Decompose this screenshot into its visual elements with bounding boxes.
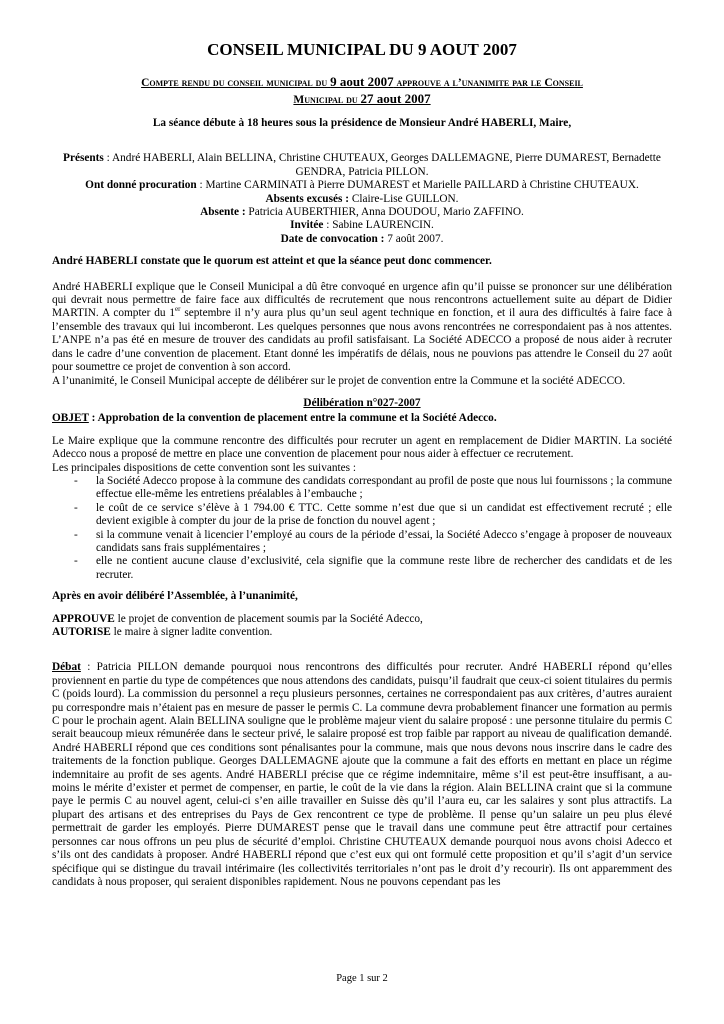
list-item: - la Société Adecco propose à la commune des candidats correspondant au profil de poste que nous lui fournissons ; la commune effectue elle-même les entretiens préalables à l’embauche ; bbox=[96, 475, 672, 502]
invitee-text: : Sabine LAURENCIN. bbox=[323, 219, 434, 232]
deliberation-list-intro: Les principales dispositions de cette convention sont les suivantes : bbox=[52, 461, 357, 474]
debat-label: Débat bbox=[52, 661, 81, 674]
list-item: - le coût de ce service s’élève à 1 794.00 € TTC. Cette somme n’est due que si un candidat est effectivement recruté ; elle devient exigible à compter du jour de la prise de fonction du nouvel agent ; bbox=[96, 502, 672, 529]
intro-text: André HABERLI explique que le Conseil Municipal a dû être convoqué en urgence afin qu’il puisse se prononcer sur une délibération qui devrait nous permettre de faire face aux difficultés de recrutement que nous rencontrons actuellement suite au départ de Didier MARTIN. A compter du 1 bbox=[52, 280, 672, 320]
debate-paragraph bbox=[52, 661, 672, 889]
procuration-label: Ont donné procuration bbox=[85, 179, 197, 192]
subtitle-part: Municipal du bbox=[293, 94, 361, 106]
convention-provisions-list bbox=[52, 475, 672, 582]
ordinal-superscript: er bbox=[175, 305, 181, 314]
subtitle-part: Compte rendu du conseil municipal du bbox=[141, 77, 331, 89]
document-subtitle bbox=[52, 74, 672, 108]
deliberation-objet bbox=[52, 412, 672, 425]
decisions-block bbox=[52, 613, 672, 640]
page-number: Page 1 sur 2 bbox=[336, 973, 388, 984]
autorise-label: AUTORISE bbox=[52, 626, 111, 638]
document-title: CONSEIL MUNICIPAL DU 9 AOUT 2007 bbox=[207, 40, 517, 59]
presents-text: : André HABERLI, Alain BELLINA, Christine CHUTEAUX, Georges DALLEMAGNE, Pierre DUMAREST, Bernadette GENDRA, Patricia PILLON. bbox=[103, 152, 661, 178]
approuve-label: APPROUVE bbox=[52, 612, 115, 625]
objet-label: OBJET bbox=[52, 412, 89, 425]
absente-label: Absente : bbox=[200, 206, 246, 219]
autorise-text: le maire à signer ladite convention. bbox=[110, 626, 273, 638]
intro-text: A l’unanimité, le Conseil Municipal accepte de délibérer sur le projet de convention entre la Commune et la société ADECCO. bbox=[52, 374, 626, 387]
deliberation-title: Délibération n°027-2007 bbox=[303, 396, 421, 409]
deliberation-body: Le Maire explique que la commune rencontre des difficultés pour recruter un agent en remplacement de Didier MARTIN. La société Adecco nous a proposé de mettre en place une convention de placement pour nous aider à effectuer ce recrutement. bbox=[52, 434, 672, 461]
list-item: - elle ne contient aucune clause d’exclusivité, cela signifie que la commune reste libre de rechercher des candidats et de les recruter. bbox=[96, 555, 672, 582]
subtitle-date: 9 aout 2007 bbox=[330, 74, 394, 89]
invitee-label: Invitée bbox=[290, 219, 324, 232]
document-page bbox=[52, 40, 672, 889]
absente-text: Patricia AUBERTHIER, Anna DOUDOU, Mario ZAFFINO. bbox=[245, 206, 524, 219]
presents-label: Présents bbox=[63, 152, 104, 165]
excuses-text: Claire-Lise GUILLON. bbox=[349, 192, 459, 205]
quorum-statement: André HABERLI constate que le quorum est atteint et que la séance peut donc commencer. bbox=[52, 255, 492, 268]
subtitle-date: 27 aout 2007 bbox=[360, 91, 431, 106]
approuve-text: le projet de convention de placement soumis par la Société Adecco, bbox=[114, 612, 423, 625]
intro-text: septembre il n’y aura plus qu’un seul agent technique en fonction, et il aura des difficultés à faire face à l’ensemble des travaux qui lui incomberont. Les quelques personnes que nous avons rencontrées ne correspondaient pas à nos attentes. L’ANPE n’a pas été en mesure de trouver des candidats au profil satisfaisant. La Société ADECCO a proposé de nous aider à recruter dans le cadre d’une convention de placement. Etant donné les impératifs de délais, nous ne pouvions pas attendre le Conseil du 27 août pour soumettre ce projet de convention à son accord. bbox=[52, 307, 672, 374]
convocation-text: 7 août 2007. bbox=[384, 232, 444, 245]
attendance-block bbox=[52, 152, 672, 246]
convocation-label: Date de convocation : bbox=[280, 232, 385, 245]
subtitle-part: approuve a l’unanimite par le Conseil bbox=[393, 77, 583, 89]
list-item: - si la commune venait à licencier l’employé au cours de la période d’essai, la Société Adecco s’engage à proposer de nouveaux candidats sans frais supplémentaires ; bbox=[96, 529, 672, 556]
objet-text: : Approbation de la convention de placement entre la commune et la Société Adecco. bbox=[88, 412, 497, 425]
excuses-label: Absents excusés : bbox=[265, 192, 349, 205]
procuration-text: : Martine CARMINATI à Pierre DUMAREST et Marielle PAILLARD à Christine CHUTEAUX. bbox=[196, 179, 639, 192]
debat-text: : Patricia PILLON demande pourquoi nous rencontrons des difficultés pour recruter. André HABERLI répond qu’elles proviennent en partie du type de compétences que nous attendons des candidats, puisqu’il faudrait que ceux-ci soient titulaires du permis C (poids lourd). La commission du personnel a reçu plusieurs personnes, certaines ne correspondaient pas aux critères, d’autres auraient pu correspondre mais n’étaient pas en mesure de passer le permis C. La commune devra probablement financer une formation au permis C pour le prochain agent. Alain BELLINA souligne que le problème majeur vient du salaire proposé : une personne titulaire du permis C serait beaucoup mieux rémunérée dans le secteur privé, le salaire proposé est trop faible par rapport au niveau de qualification demandé. André HABERLI répond que ces conditions sont pénalisantes pour la commune, mais que nous devons nous inscrire dans le cadre des traitements de la fonction publique. Georges DALLEMAGNE ajoute que la commune a fait des efforts en mettant en place un régime indemnitaire au profit de ses agents. André HABERLI précise que ce régime indemnitaire, même s’il est peut-être insuffisant, a au-moins le mérite d’exister et permet de compenser, en partie, le coût de la vie dans la région. Alain BELLINA craint que si la commune paye le permis C au nouvel agent, celui-ci s’en aille travailler en Suisse dès qu’il l’aura eu, car les salaires y sont plus attractifs. La plupart des artisans et des entreprises du Pays de Gex rencontrent ce type de problème. Il pense qu’un salaire un peu plus élevé permettrait de garder les employés. Pierre DUMAREST pense que le travail dans une commune peut être attractif pour certaines personnes car nous offrons un peu plus de sécurité d’emploi. Christine CHUTEAUX demande pourquoi nous avons choisi Adecco et s’ils ont des candidats à proposer. André HABERLI répond que c’est eux qui ont formulé cette proposition et qu’il s’agit d’un service spécifique qui se distingue du travail intérimaire (les collectivités territoriales n’ont pas le droit d’y recourir). Ils ont apparemment des candidats à nous proposer, qui seraient disponibles rapidement. Nous ne pouvons cependant pas les bbox=[52, 661, 672, 888]
intro-paragraph bbox=[52, 281, 672, 388]
session-opening: La séance débute à 18 heures sous la présidence de Monsieur André HABERLI, Maire, bbox=[152, 117, 572, 129]
vote-statement: Après en avoir délibéré l’Assemblée, à l’unanimité, bbox=[52, 590, 298, 603]
